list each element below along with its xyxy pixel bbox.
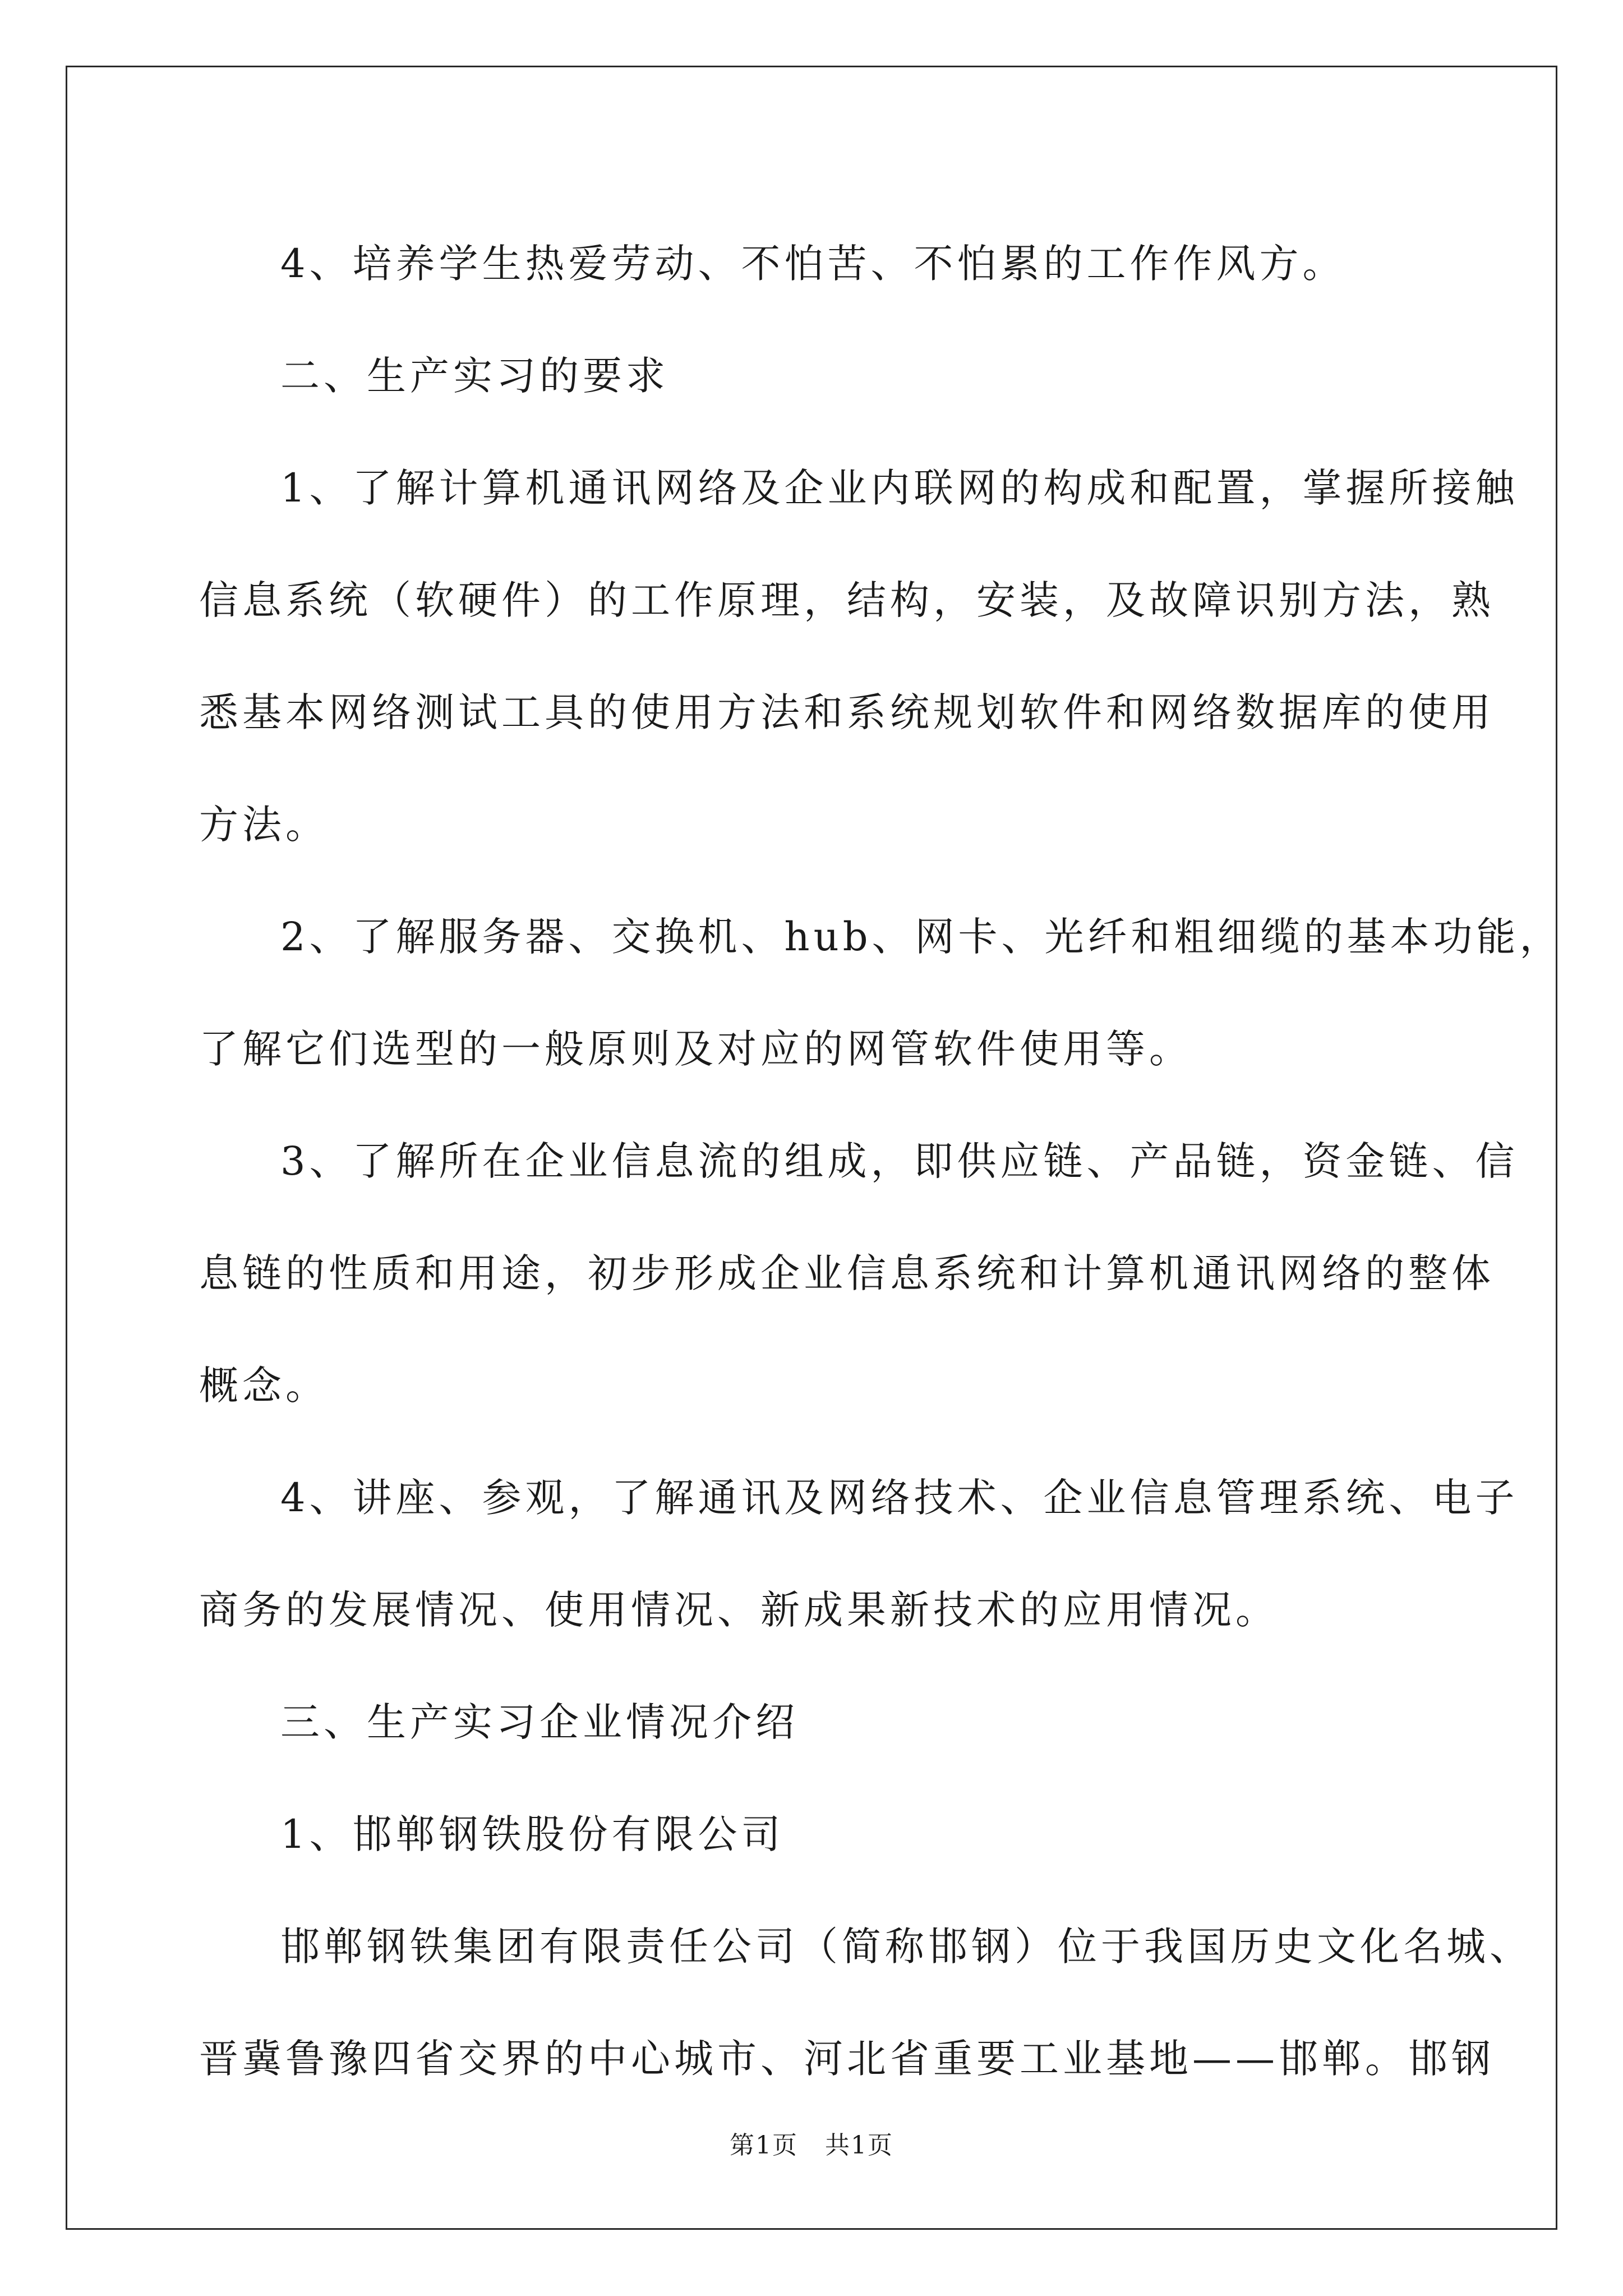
page-total: 共1页 <box>825 2131 893 2160</box>
text-line: 方法。 <box>199 802 329 848</box>
text-line: 3、了解所在企业信息流的组成，即供应链、产品链，资金链、信 <box>280 1138 1519 1184</box>
page-number: 第1页 <box>730 2131 798 2160</box>
text-line: 邯郸钢铁集团有限责任公司（简称邯钢）位于我国历史文化名城、 <box>280 1924 1533 1970</box>
text-line: 商务的发展情况、使用情况、新成果新技术的应用情况。 <box>199 1587 1279 1633</box>
page-footer <box>0 2125 1623 2161</box>
text-line: 4、培养学生热爱劳动、不怕苦、不怕累的工作作风方。 <box>280 241 1346 287</box>
text-line: 1、了解计算机通讯网络及企业内联网的构成和配置，掌握所接触 <box>280 465 1519 511</box>
text-line: 概念。 <box>199 1363 329 1409</box>
text-line: 息链的性质和用途，初步形成企业信息系统和计算机通讯网络的整体 <box>199 1250 1495 1296</box>
text-line: 晋冀鲁豫四省交界的中心城市、河北省重要工业基地——邯郸。邯钢 <box>199 2036 1495 2082</box>
text-line: 了解它们选型的一般原则及对应的网管软件使用等。 <box>199 1026 1192 1072</box>
section-heading: 二、生产实习的要求 <box>280 353 669 399</box>
subsection-heading: 1、邯郸钢铁股份有限公司 <box>280 1811 785 1857</box>
text-line: 2、了解服务器、交换机、hub、网卡、光纤和粗细缆的基本功能， <box>280 914 1563 960</box>
text-line: 信息系统（软硬件）的工作原理，结构，安装，及故障识别方法，熟 <box>199 577 1495 623</box>
text-line: 悉基本网络测试工具的使用方法和系统规划软件和网络数据库的使用 <box>199 689 1495 735</box>
section-heading: 三、生产实习企业情况介绍 <box>280 1699 799 1745</box>
text-line: 4、讲座、参观，了解通讯及网络技术、企业信息管理系统、电子 <box>280 1475 1519 1521</box>
document-body <box>199 208 1563 2115</box>
